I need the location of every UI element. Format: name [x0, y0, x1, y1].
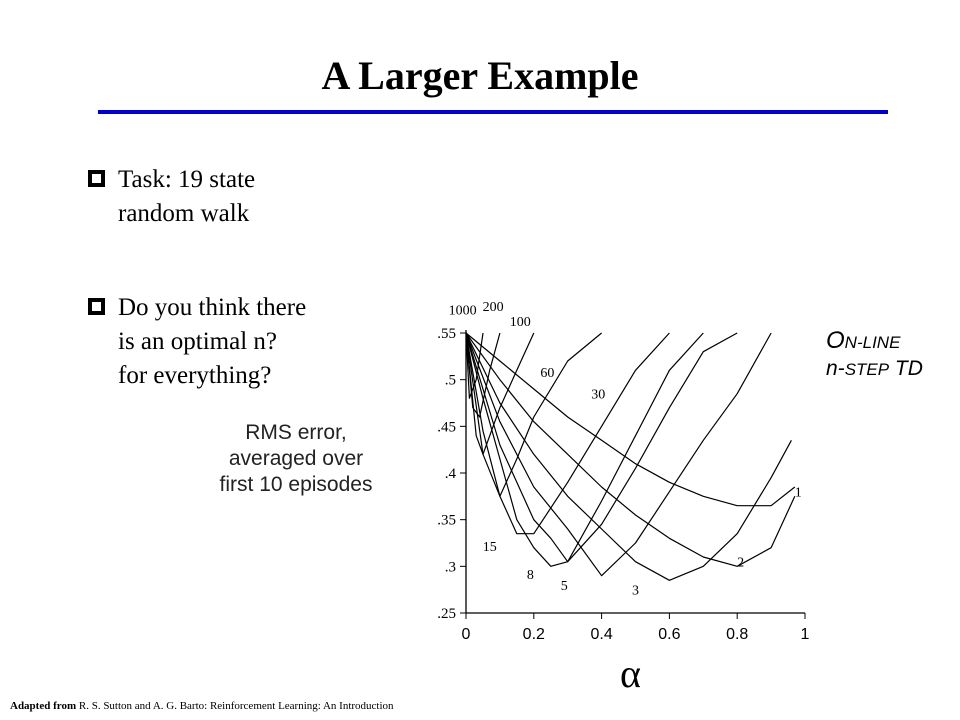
chart-title-line-1: [826, 328, 923, 356]
x-tick-label: 0: [461, 626, 471, 643]
source-rest: R. S. Sutton and A. G. Barto: Reinforcement Learning: An Introduction: [76, 700, 394, 712]
bullet-task-line-1: Task: 19 state: [118, 166, 256, 193]
series-label-n15: 15: [482, 539, 497, 555]
series-line-n60: [466, 333, 602, 496]
rms-error-chart: [380, 290, 820, 650]
x-tick-label: 0.8: [726, 626, 749, 643]
y-tick-label: .55: [437, 326, 456, 342]
source-citation: [10, 700, 394, 712]
source-lead: Adapted from: [10, 700, 77, 712]
chart-title-o: O: [826, 327, 845, 354]
slide-title: A Larger Example: [321, 53, 639, 98]
y-tick-label: .5: [444, 372, 456, 389]
series-label-n100: 100: [509, 314, 531, 330]
chart-title-td: TD: [889, 357, 923, 380]
x-tick-label: 0.2: [522, 626, 545, 643]
chart-title: [826, 328, 923, 383]
y-tick-label: .35: [437, 512, 456, 529]
square-bullet-icon: [88, 298, 105, 315]
series-line-n5: [466, 333, 771, 576]
x-tick-label: 0.4: [590, 626, 613, 643]
series-label-n5: 5: [560, 579, 568, 594]
y-tick-label: .25: [437, 606, 456, 622]
chart-ylabel-line-3: first 10 episodes: [219, 473, 373, 496]
chart-ylabel-line-1: RMS error,: [245, 421, 347, 444]
series-label-n1: 1: [794, 485, 802, 501]
bullet-question-line-1: Do you think there: [118, 294, 307, 321]
x-tick-label: 0.6: [658, 626, 681, 643]
x-tick-label: 1: [800, 626, 810, 643]
chart-title-online: N-LINE: [844, 333, 901, 352]
series-label-n2: 2: [737, 555, 745, 571]
y-tick-label: .3: [444, 559, 456, 576]
series-label-n200: 200: [482, 299, 504, 315]
chart-title-line-2: [826, 356, 923, 383]
bullet-question-line-2: is an optimal n?: [118, 328, 277, 355]
bullet-question-line-3: for everything?: [118, 362, 272, 389]
y-tick-label: .4: [444, 466, 456, 482]
chart-ylabel-line-2: averaged over: [228, 447, 364, 470]
series-label-n60: 60: [540, 366, 555, 382]
chart-xlabel: α: [620, 651, 641, 696]
chart-title-n: n-: [826, 357, 845, 380]
series-label-n3: 3: [632, 583, 639, 599]
chart-ylabel: [186, 420, 406, 498]
series-label-n8: 8: [526, 567, 534, 583]
series-label-n30: 30: [591, 387, 606, 403]
series-label-n1000: 1000: [448, 303, 477, 319]
chart-title-step: STEP: [844, 360, 890, 379]
bullet-task-line-2: random walk: [118, 200, 250, 227]
series-line-n3: [466, 333, 791, 580]
title-rule: [98, 110, 888, 114]
square-bullet-icon: [88, 170, 105, 187]
y-tick-label: .45: [437, 419, 456, 436]
